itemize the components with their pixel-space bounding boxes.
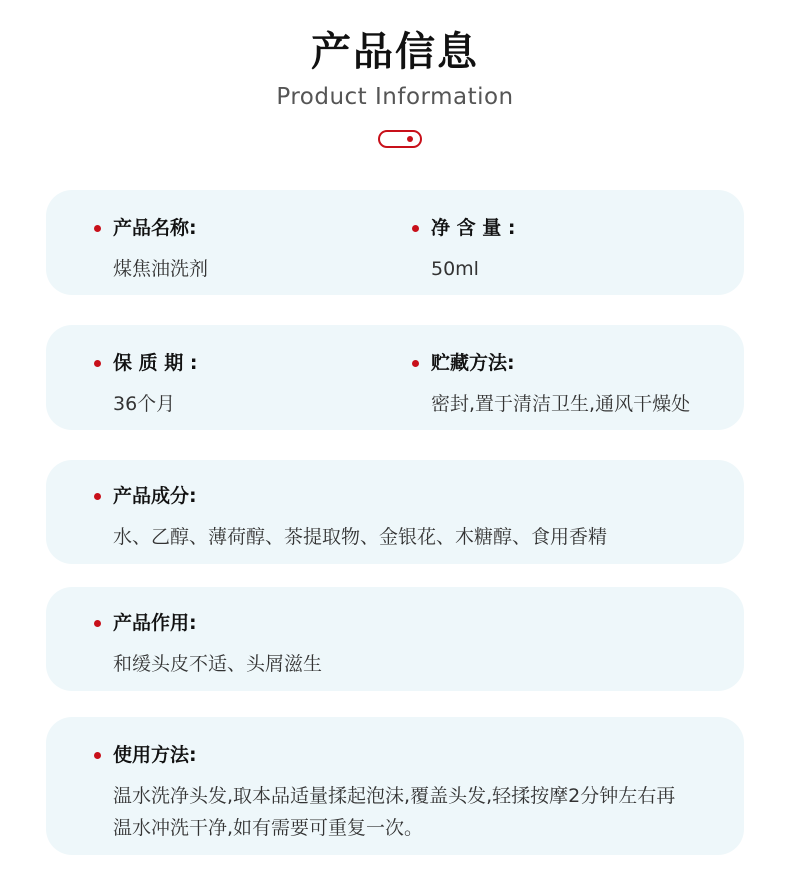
bullet-icon: [94, 360, 101, 367]
bullet-icon: [94, 493, 101, 500]
toggle-decoration-icon: [378, 130, 422, 148]
field-value: 和缓头皮不适、头屑滋生: [113, 653, 323, 675]
bullet-icon: [412, 225, 419, 232]
field-label: 产品作用:: [113, 612, 197, 634]
bullet-icon: [94, 752, 101, 759]
field-label: 保 质 期 :: [113, 352, 198, 374]
bullet-icon: [94, 620, 101, 627]
field-shelf-life: [113, 351, 197, 420]
info-card-shelf-storage: [46, 325, 744, 430]
field-effect: [113, 611, 322, 680]
info-card-usage: [46, 717, 744, 855]
field-label: 贮藏方法:: [431, 352, 515, 374]
field-value: 36个月: [113, 393, 176, 415]
field-label: 产品名称:: [113, 217, 197, 239]
info-card-ingredients: [46, 460, 744, 564]
bullet-icon: [412, 360, 419, 367]
field-value: 密封,置于清洁卫生,通风干燥处: [431, 393, 691, 415]
field-value: 水、乙醇、薄荷醇、茶提取物、金银花、木糖醇、食用香精: [113, 526, 608, 548]
info-card-effect: [46, 587, 744, 691]
field-value: 50ml: [431, 258, 479, 280]
field-label: 净 含 量 :: [431, 217, 516, 239]
field-product-name: [113, 216, 208, 285]
toggle-dot: [407, 136, 413, 142]
field-label: 产品成分:: [113, 485, 197, 507]
page-title: 产品信息: [311, 29, 479, 75]
info-card-name-volume: [46, 190, 744, 295]
usage-line-2: 温水冲洗干净,如有需要可重复一次。: [113, 817, 424, 839]
page-subtitle: Product Information: [276, 84, 514, 110]
field-net-volume: [431, 216, 515, 285]
field-usage: [113, 743, 733, 844]
field-value: 煤焦油洗剂: [113, 258, 209, 280]
field-label: 使用方法:: [113, 744, 197, 766]
usage-line-1: 温水洗净头发,取本品适量揉起泡沫,覆盖头发,轻揉按摩2分钟左右再: [113, 785, 676, 807]
field-ingredients: [113, 484, 607, 553]
bullet-icon: [94, 225, 101, 232]
field-value: [113, 780, 733, 844]
field-storage-method: [431, 351, 690, 420]
